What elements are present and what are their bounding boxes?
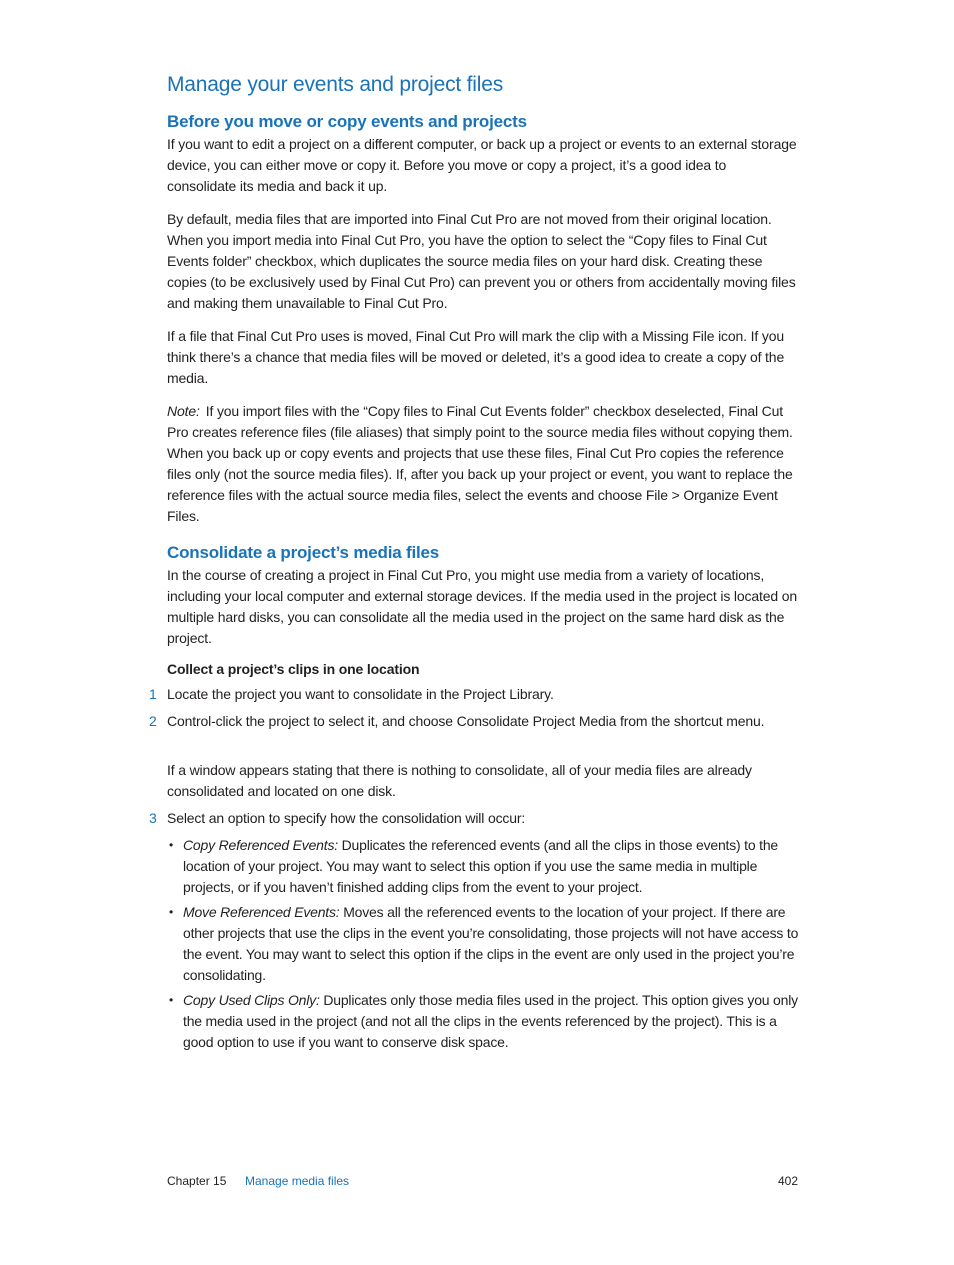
bullet-icon: • xyxy=(169,905,174,919)
option-copy-used-clips-only xyxy=(169,990,799,1053)
step-text: Select an option to specify how the consolidation will occur: xyxy=(167,810,526,826)
section-heading-move-copy: Before you move or copy events and projects xyxy=(167,112,527,131)
section-heading-consolidate: Consolidate a project’s media files xyxy=(167,543,440,562)
footer-chapter: Chapter 15 xyxy=(167,1174,227,1188)
step-2 xyxy=(149,711,799,732)
note-paragraph xyxy=(167,401,799,527)
page-title: Manage your events and project files xyxy=(167,73,503,96)
step-text: Control-click the project to select it, and choose Consolidate Project Media from the shortcut menu. xyxy=(167,713,765,729)
step-2-followup: If a window appears stating that there is nothing to consolidate, all of your media files are already consolidated and located on one disk. xyxy=(167,762,752,799)
task-title: Collect a project’s clips in one location xyxy=(167,661,420,677)
step-number: 3 xyxy=(149,810,157,826)
option-description: Duplicates the referenced events (and all the clips in those events) to the location of your project. You may want to select this option if you use the same media in multiple projects, or if you haven’t finished adding clips from the event to your project. xyxy=(183,837,779,895)
option-term: Copy Used Clips Only: xyxy=(183,992,320,1008)
paragraph: In the course of creating a project in Final Cut Pro, you might use media from a variety of locations, including your local computer and external storage devices. If the media used in the project is located on multiple hard disks, you can consolidate all the media used in the project on the same hard disk as the project. xyxy=(167,567,798,646)
step-number: 1 xyxy=(149,686,157,702)
footer-chapter-link[interactable]: Manage media files xyxy=(245,1174,350,1188)
bullet-icon: • xyxy=(169,838,174,852)
step-number: 2 xyxy=(149,713,157,729)
option-description: Moves all the referenced events to the location of your project. If there are other projects that use the clips in the event you’re consolidating, those projects will not have access to the event. You may want to select this option if the clips in the event are only used in the project you’re consolidating. xyxy=(183,904,799,983)
paragraph: If you want to edit a project on a different computer, or back up a project or events to an external storage device, you can either move or copy it. Before you move or copy a project, it’s a good idea to consolidate its media and back it up. xyxy=(167,136,797,194)
paragraph: If a file that Final Cut Pro uses is moved, Final Cut Pro will mark the clip with a Missing File icon. If you think there’s a chance that media files will be moved or deleted, it’s a good idea to create a copy of the media. xyxy=(167,328,785,386)
paragraph: By default, media files that are imported into Final Cut Pro are not moved from their original location. When you import media into Final Cut Pro, you have the option to select the “Copy files to Final Cut Events folder” checkbox, which duplicates the source media files on your hard disk. Creating these copies (to be exclusively used by Final Cut Pro) can prevent you or others from accidentally moving files and making them unavailable to Final Cut Pro. xyxy=(167,211,796,311)
option-term: Move Referenced Events: xyxy=(183,904,340,920)
page-number: 402 xyxy=(777,1174,798,1188)
option-move-referenced-events xyxy=(169,902,799,986)
option-description: Duplicates only those media files used in the project. This option gives you only the media used in the project (and not all the clips in the events referenced by the project). This is a good option to use if you want to conserve disk space. xyxy=(183,992,798,1050)
step-text: Locate the project you want to consolidate in the Project Library. xyxy=(167,686,554,702)
step-1 xyxy=(149,684,799,705)
note-text: If you import files with the “Copy files to Final Cut Events folder” checkbox deselected, Final Cut Pro creates reference files (file aliases) that simply point to the source media files without copying them. When you back up or copy events and projects that use these files, Final Cut Pro copies the reference files only (not the source media files). If, after you back up your project or event, you want to replace the reference files with the actual source media files, select the events and choose File > Organize Event Files. xyxy=(167,403,793,524)
bullet-icon: • xyxy=(169,993,174,1007)
step-3 xyxy=(149,808,799,829)
option-copy-referenced-events xyxy=(169,835,799,898)
option-term: Copy Referenced Events: xyxy=(183,837,338,853)
note-label: Note: xyxy=(167,403,200,419)
